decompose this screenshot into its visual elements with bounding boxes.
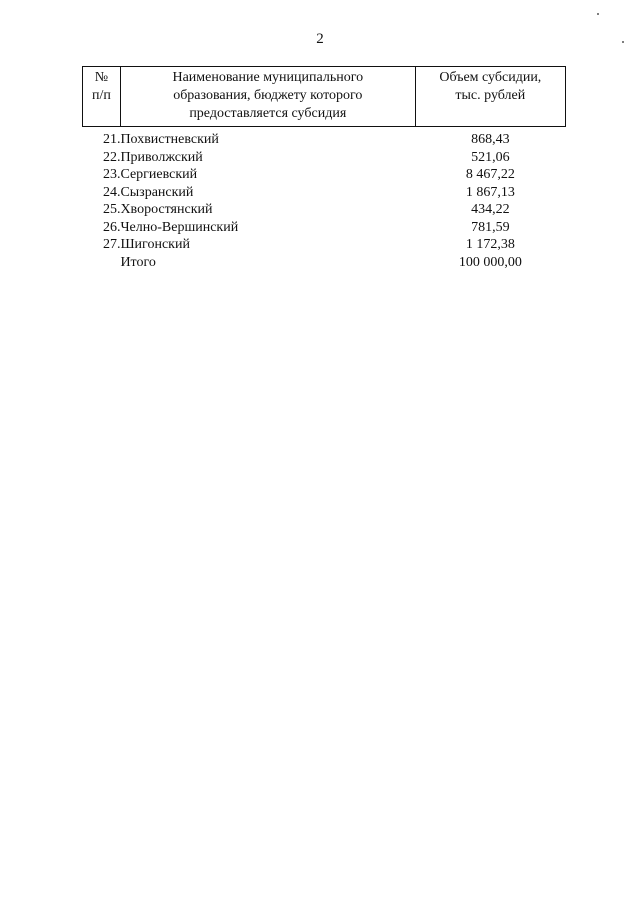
page-number: 2	[316, 31, 324, 47]
row-name: Шигонский	[120, 237, 190, 252]
table-row	[83, 201, 566, 219]
row-name: Сызранский	[120, 184, 194, 200]
row-name: Сергиевский	[120, 167, 198, 182]
table-row	[83, 219, 566, 237]
header-name-line: предоставляется субсидия	[189, 106, 347, 121]
header-num-line: п/п	[92, 88, 111, 103]
row-num: 27.	[102, 237, 121, 252]
row-num: 24.	[102, 184, 121, 200]
row-amount: 521,06	[471, 149, 510, 165]
row-num: 23.	[102, 167, 121, 182]
total-amount: 100 000,00	[458, 254, 522, 270]
total-num	[83, 254, 121, 272]
row-num: 21.	[102, 132, 121, 147]
header-amount-line: тыс. рублей	[455, 88, 526, 103]
table-row	[83, 166, 566, 184]
row-num: 22.	[102, 149, 121, 165]
row-amount: 434,22	[471, 202, 510, 217]
total-label: Итого	[120, 254, 156, 270]
row-amount: 8 467,22	[465, 167, 515, 182]
row-name: Приволжский	[120, 149, 203, 165]
header-name	[120, 67, 415, 127]
header-name-line: Наименование муниципального	[172, 70, 364, 85]
scan-speck	[597, 13, 599, 15]
row-num: 26.	[102, 219, 121, 235]
header-amount	[415, 67, 565, 127]
scan-speck	[622, 41, 624, 43]
header-num	[83, 67, 121, 127]
subsidy-table	[82, 66, 566, 271]
row-name: Челно-Вершинский	[120, 219, 239, 235]
row-name: Похвистневский	[120, 132, 219, 147]
row-amount: 1 867,13	[465, 184, 515, 200]
total-row	[83, 254, 566, 272]
row-amount: 868,43	[471, 132, 510, 147]
table-row	[83, 236, 566, 254]
table-row	[83, 149, 566, 167]
table-row	[83, 127, 566, 149]
header-name-line: образования, бюджету которого	[173, 88, 363, 103]
row-amount: 1 172,38	[465, 237, 515, 252]
row-amount: 781,59	[471, 219, 510, 235]
header-num-line: №	[94, 70, 109, 85]
table-header-row	[83, 67, 566, 127]
table-row	[83, 184, 566, 202]
header-amount-line: Объем субсидии,	[439, 70, 542, 85]
row-num: 25.	[102, 202, 121, 217]
row-name: Хворостянский	[120, 202, 213, 217]
